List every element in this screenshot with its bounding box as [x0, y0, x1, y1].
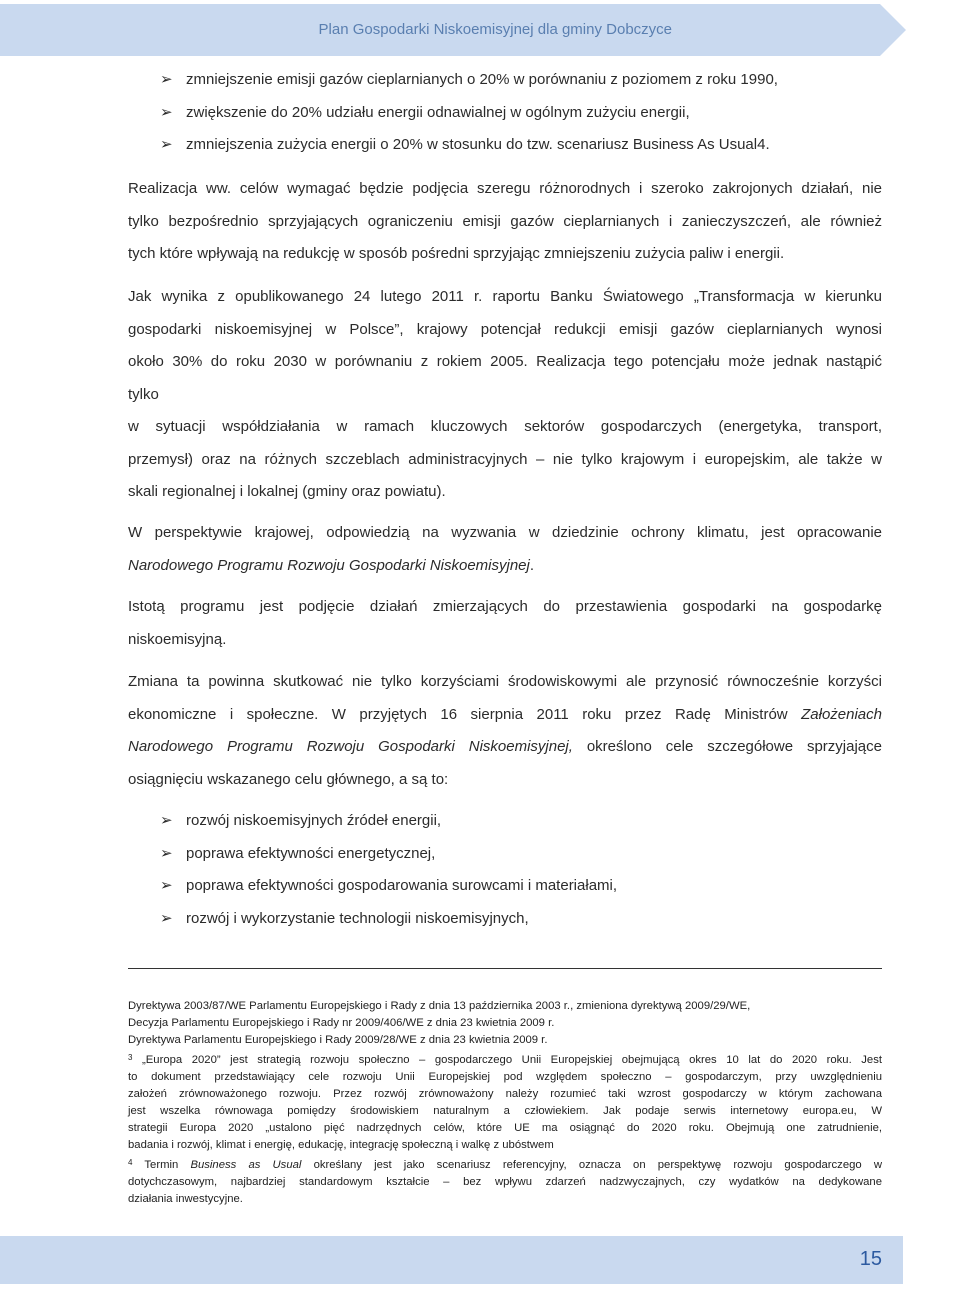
header-arrow-shape: [880, 4, 906, 56]
arrow-bullet-icon: ➢: [160, 136, 173, 153]
footnote-line: Dyrektywa 2003/87/WE Parlamentu Europejskiego i Rady z dnia 13 października 2003 r., zmieniona dyrektywą 2009/29/WE,: [128, 1000, 751, 1012]
footnote-line: Dyrektywa Parlamentu Europejskiego i Rady 2009/28/WE z dnia 23 kwietnia 2009 r.: [128, 1034, 548, 1046]
bullet-list-bottom: [160, 805, 617, 935]
paragraph-istota: Istotą programu jest podjęcie działań zmierzających do przestawienia gospodarki na gospodarkę niskoemisyjną.: [128, 598, 882, 648]
list-item: ➢ zmniejszenie emisji gazów cieplarnianych o 20% w porównaniu z poziomem z roku 1990,: [160, 64, 778, 97]
paragraph-zmiana: Zmiana ta powinna skutkować nie tylko korzyściami środowiskowymi ale przynosić równocześnie korzyści ekonomiczne i społeczne. W przyjętych 16 sierpnia 2011 roku przez Radę Ministrów Założeniach Narodowego Programu Rozwoju Gospodarki Niskoemisyjnej, określono cele szczegółowe sprzyjające osiągnięciu wskazanego celu głównego, a są to:: [128, 673, 882, 788]
paragraph-perspektywa: W perspektywie krajowej, odpowiedzią na wyzwania w dziedzinie ochrony klimatu, jest opracowanie Narodowego Programu Rozwoju Gospodarki Niskoemisyjnej.: [128, 524, 882, 574]
footnote-line: Decyzja Parlamentu Europejskiego i Rady nr 2009/406/WE z dnia 23 kwietnia 2009 r.: [128, 1017, 555, 1029]
list-item: ➢ poprawa efektywności gospodarowania surowcami i materiałami,: [160, 870, 617, 903]
header-title: Plan Gospodarki Niskoemisyjnej dla gminy Dobczyce: [318, 21, 672, 38]
list-item: ➢ zmniejszenia zużycia energii o 20% w stosunku do tzw. scenariusz Business As Usual4.: [160, 129, 778, 162]
footnote-3: $^3$ „Europa 2020” jest strategią rozwoju społeczno – gospodarczego Unii Europejskiej obejmującą okres 10 lat do 2020 roku. Jest: [128, 1053, 882, 1066]
arrow-bullet-icon: ➢: [160, 812, 173, 829]
arrow-bullet-icon: ➢: [160, 877, 173, 894]
list-item: ➢ rozwój i wykorzystanie technologii niskoemisyjnych,: [160, 903, 617, 936]
footnote-4: $^4$ Termin Business as Usual określany jest jako scenariusz referencyjny, oznacza on perspektywę rozwoju gospodarczego w: [128, 1158, 882, 1171]
footnotes: Dyrektywa 2003/87/WE Parlamentu Europejskiego i Rady z dnia 13 października 2003 r., zmieniona dyrektywą 2009/29/WE, Decyzja Parlamentu Europejskiego i Rady nr 2009/406/WE z dnia 23 kwietnia 2009 r. Dyrektywa Parlamentu Europejskiego i Rady 2009/28/WE z dnia 23 kwietnia 2009 r. $^3$ „Europa 2020” jest strategią rozwoju społeczno – gospodarczego Unii Europejskiej obejmującą okres 10 lat do 2020 roku. Jest to dokument przedstawiający cele rozwoju Unii Europejskiej pod względem społeczno – gospodarczym, przy uwzględnieniu założeń zrównoważonego rozwoju. Przez rozwój zrównoważony należy rozumieć taki wzrost gospodarczy w którym zachowana jest wszelka równowaga pomiędzy środowiskiem naturalnym a człowiekiem. Jak podaje serwis internetowy europa.eu, W strategii Europa 2020 „ustalono pięć nadrzędnych celów, które UE ma osiągnąć do 2020 roku. Obejmują one zatrudnienie, badania i rozwój, klimat i energię, edukację, integrację społeczną i walkę z ubóstwem $^4$ Termin Business as Usual określany jest jako scenariusz referencyjny, oznacza on perspektywę rozwoju gospodarczego w dotychczasowym, najbardziej standardowym kształcie – bez wpływu zdarzeń nadzwyczajnych, czy wydatków na dedykowane działania inwestycyjne.: [128, 1000, 882, 1205]
arrow-bullet-icon: ➢: [160, 103, 173, 121]
paragraph-bank-swiatowy: Jak wynika z opublikowanego 24 lutego 2011 r. raportu Banku Światowego „Transformacja w kierunku gospodarki niskoemisyjnej w Polsce”, krajowy potencjał redukcji emisji gazów cieplarnianych wynosi około 30% do roku 2030 w porównaniu z rokiem 2005. Realizacja tego potencjału może jednak nastąpić tylko w sytuacji współdziałania w ramach kluczowych sektorów gospodarczych (energetyka, transport, przemysł) oraz na różnych szczeblach administracyjnych – nie tylko krajowym i europejskim, ale także w skali regionalnej i lokalnej (gminy oraz powiatu).: [128, 288, 882, 500]
arrow-bullet-icon: ➢: [160, 844, 173, 862]
arrow-bullet-icon: ➢: [160, 71, 173, 88]
paragraph-realizacja: Realizacja ww. celów wymagać będzie podjęcia szeregu różnorodnych i szeroko zakrojonych działań, nie tylko bezpośrednio sprzyjających ograniczeniu emisji gazów cieplarnianych i zanieczyszczeń, ale również tych które wpływają na redukcję w sposób pośredni sprzyjając zmniejszeniu zużycia paliw i energii.: [128, 180, 882, 262]
arrow-bullet-icon: ➢: [160, 909, 173, 927]
footer-band: [0, 1236, 903, 1284]
page-number: 15: [859, 1248, 882, 1270]
list-item: ➢ zwiększenie do 20% udziału energii odnawialnej w ogólnym zużyciu energii,: [160, 97, 778, 130]
list-item: ➢ poprawa efektywności energetycznej,: [160, 838, 617, 871]
list-item: ➢ rozwój niskoemisyjnych źródeł energii,: [160, 805, 617, 838]
bullet-list-top: [160, 64, 778, 162]
footnote-separator: [128, 968, 882, 969]
